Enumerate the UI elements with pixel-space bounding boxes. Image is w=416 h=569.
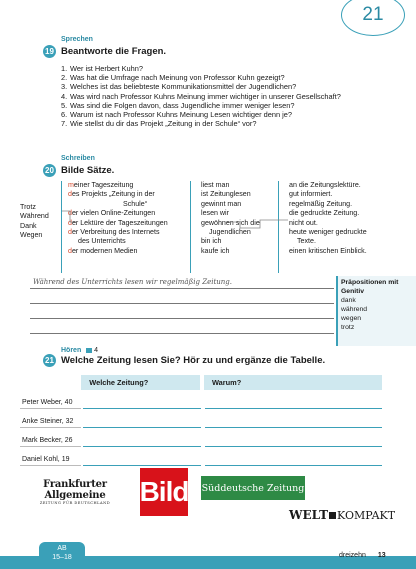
exercise-title: Bilde Sätze. <box>61 165 115 176</box>
ab-range: 15–18 <box>52 554 72 561</box>
question-text: Was wird nach Professor Kuhns Meinung immer wichtiger in unserer Gesellschaft? <box>70 91 341 101</box>
sentence-part: kaufe ich <box>201 246 230 255</box>
grammar-box-items <box>338 296 416 332</box>
article-ending: m <box>68 181 74 189</box>
audio-icon[interactable] <box>86 348 92 353</box>
lesson-number: 21 <box>341 0 405 36</box>
question-number: 7. <box>61 119 68 129</box>
page-footer <box>339 552 386 559</box>
exercise-number-badge: 19 <box>43 45 56 58</box>
sentence-part <box>68 181 168 190</box>
sentence-text: er Verbreitung des Internets <box>71 228 160 237</box>
grammar-item: trotz <box>341 324 355 331</box>
grammar-item: wegen <box>341 315 362 322</box>
sentence-part: liest man <box>201 181 230 189</box>
article-ending: d <box>68 228 72 237</box>
row-name: Daniel Kohl, 19 <box>20 456 81 466</box>
question-text: Wer ist Herbert Kuhn? <box>70 64 143 73</box>
row-name: Peter Weber, 40 <box>20 399 81 409</box>
question-text: Was hat die Umfrage nach Meinung von Professor Kuhn gezeigt? <box>70 73 285 83</box>
sentence-part: Trotz <box>20 203 36 211</box>
article-ending: d <box>68 209 72 218</box>
question-number: 6. <box>61 110 68 120</box>
table-header: Welche Zeitung? <box>81 375 200 390</box>
sentence-text: Schule“ <box>123 199 148 208</box>
track-number: 4 <box>94 347 99 354</box>
faz-logo: Frankfurter Allgemeine ZEITUNG FÜR DEUTSCHLAND <box>39 479 111 505</box>
sentence-part: Jugendlichen <box>209 228 251 237</box>
sentence-part: an die Zeitungslektüre. <box>289 181 361 189</box>
answer-line[interactable] <box>30 318 334 319</box>
grammar-item: während <box>341 306 368 313</box>
answer-cell-warum[interactable] <box>205 426 382 428</box>
row-name: Mark Becker, 26 <box>20 437 81 447</box>
sentence-text: er Lektüre der Tageszeitungen <box>71 218 168 227</box>
answer-cell-zeitung[interactable] <box>83 445 201 447</box>
question-number: 4. <box>61 91 68 101</box>
sentence-part: die gedruckte Zeitung. <box>289 209 360 218</box>
handwritten-answer: Während des Unterrichts lesen wir regelmäßig Zeitung. <box>33 278 232 286</box>
question-item <box>61 82 401 91</box>
sentence-part <box>68 247 168 256</box>
sentence-part: heute weniger gedruckte <box>289 228 367 237</box>
sentence-column-4 <box>289 181 367 256</box>
question-item <box>61 73 401 82</box>
ab-label: AB <box>57 545 67 552</box>
grammar-box <box>336 276 416 346</box>
welt-square-icon <box>329 512 336 519</box>
answer-cell-warum[interactable] <box>205 464 382 466</box>
exercise-number-badge: 21 <box>43 354 56 367</box>
sentence-text: einer Tageszeitung <box>73 181 134 189</box>
question-number: 2. <box>61 73 68 83</box>
table-header: Warum? <box>204 375 382 390</box>
question-text: Warum ist nach Professor Kuhns Meinung Lesen wichtiger denn je? <box>70 110 292 120</box>
sentence-part: regelmäßig Zeitung. <box>289 199 353 208</box>
sentence-part: ist Zeitunglesen <box>201 190 251 199</box>
sentence-text: er vielen Online-Zeitungen <box>71 209 156 218</box>
answer-cell-warum[interactable] <box>205 445 382 447</box>
ab-reference-tab[interactable] <box>39 542 85 569</box>
row-name: Anke Steiner, 32 <box>20 418 81 428</box>
sentence-text: er modernen Medien <box>71 246 138 255</box>
answer-cell-warum[interactable] <box>205 407 382 409</box>
answer-line[interactable] <box>30 303 334 304</box>
article-ending: d <box>68 190 72 199</box>
question-item <box>61 101 401 110</box>
question-text: Wie stellst du dir das Projekt „Zeitung in der Schule“ vor? <box>70 119 257 129</box>
question-item <box>61 92 401 101</box>
sz-logo: Süddeutsche Zeitung <box>201 476 305 500</box>
section-label-schreiben: Schreiben <box>61 155 95 162</box>
grammar-item: dank <box>341 297 356 304</box>
sentence-part: lesen wir <box>201 209 229 218</box>
question-number: 1. <box>61 64 68 73</box>
section-label-hoeren <box>61 347 98 354</box>
sentence-part: einen kritischen Einblick. <box>289 246 367 255</box>
section-label-text: Hören <box>61 347 82 354</box>
question-number: 5. <box>61 100 68 110</box>
sentence-part: nicht out. <box>289 218 318 227</box>
page-number: 13 <box>377 552 386 559</box>
answer-cell-zeitung[interactable] <box>83 426 201 428</box>
article-ending: d <box>68 218 72 227</box>
bild-logo: Bild <box>140 468 188 516</box>
sentence-part: gewinnt man <box>201 199 242 208</box>
sentence-part: Texte. <box>297 237 316 246</box>
sentence-part: Dank <box>20 221 37 230</box>
welt-kompakt-logo: WELT KOMPAKT <box>289 508 396 522</box>
table-row <box>20 409 382 428</box>
exercise-number-badge: 20 <box>43 164 56 177</box>
question-list <box>61 64 401 128</box>
table-row <box>20 428 382 447</box>
page-word: dreizehn <box>339 552 366 559</box>
answer-cell-zeitung[interactable] <box>83 407 201 409</box>
grammar-box-title: Präpositionen mit Genitiv <box>341 279 399 295</box>
sentence-part: Wegen <box>20 231 43 240</box>
answer-line[interactable] <box>30 333 334 334</box>
article-ending: d <box>68 246 72 255</box>
section-label-sprechen: Sprechen <box>61 36 93 43</box>
table-row <box>20 447 382 466</box>
table-row <box>20 390 382 409</box>
sentence-text: des Unterrichts <box>78 237 126 246</box>
question-text: Welches ist das beliebteste Kommunikationsmittel der Jugendlichen? <box>70 82 297 92</box>
sentence-text: es Projekts „Zeitung in der <box>71 190 155 199</box>
connector-lines <box>60 200 300 240</box>
question-number: 3. <box>61 82 68 92</box>
sentence-part: gewöhnen sich die <box>201 218 260 227</box>
exercise-title: Welche Zeitung lesen Sie? Hör zu und ergänze die Tabelle. <box>61 355 326 366</box>
sentence-part: Während <box>20 212 49 221</box>
sentence-part <box>68 190 168 199</box>
listening-table <box>20 375 382 466</box>
question-item <box>61 64 401 73</box>
exercise-title: Beantworte die Fragen. <box>61 46 167 57</box>
question-item <box>61 110 401 119</box>
sentence-part: gut informiert. <box>289 190 333 199</box>
answer-cell-zeitung[interactable] <box>83 464 201 466</box>
sentence-column-1 <box>20 203 49 241</box>
sentence-part: bin ich <box>201 237 222 246</box>
question-item <box>61 119 401 128</box>
answer-line[interactable] <box>30 288 334 289</box>
question-text: Was sind die Folgen davon, dass Jugendliche immer weniger lesen? <box>70 100 295 110</box>
